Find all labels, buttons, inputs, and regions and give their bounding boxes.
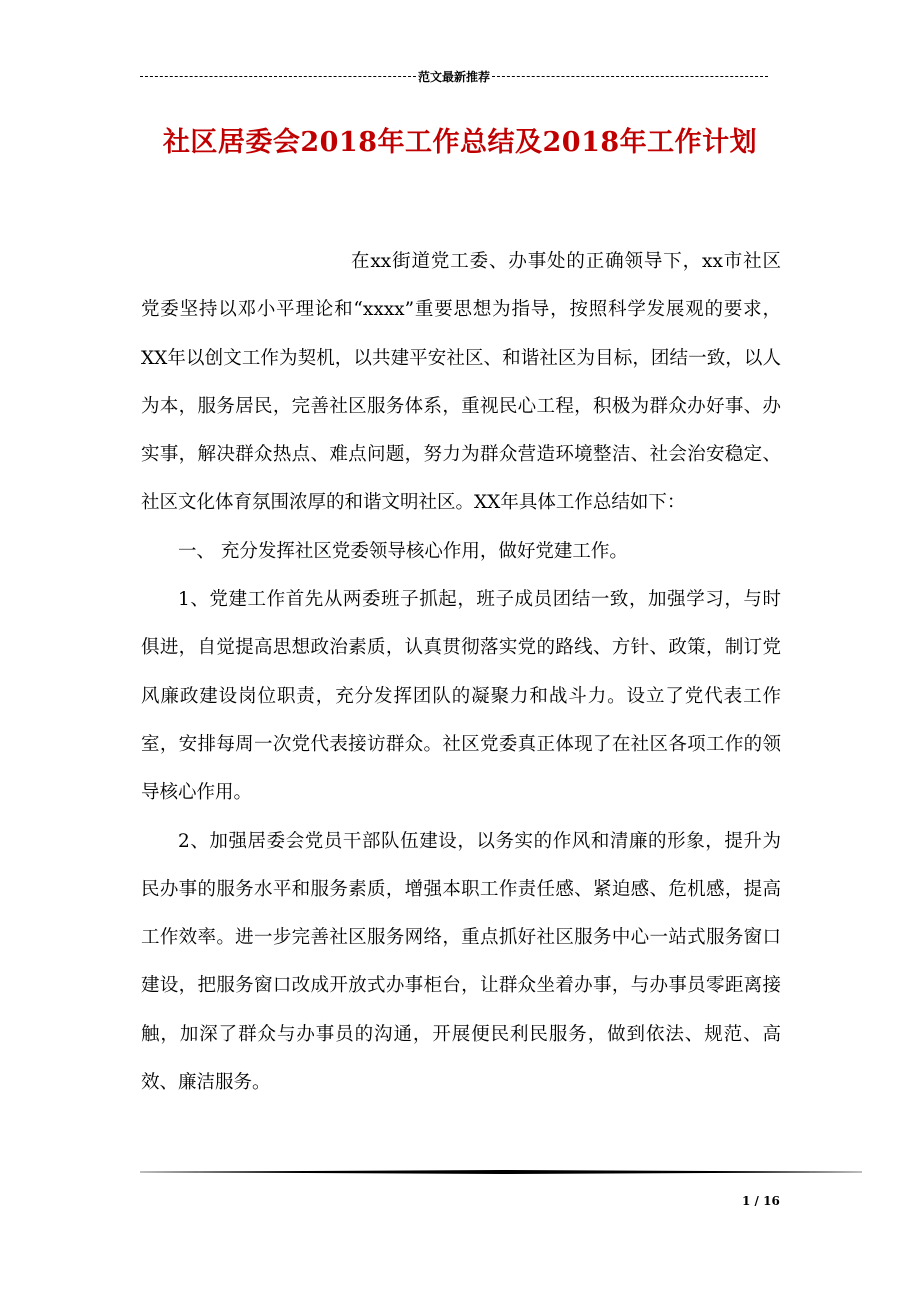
page-header: [140, 68, 768, 85]
header-dash-right: [492, 76, 768, 77]
paragraph-item-1: 1、党建工作首先从两委班子抓起，班子成员团结一致，加强学习，与时俱进，自觉提高思想政治素质，认真贯彻落实党的路线、方针、政策，制订党风廉政建设岗位职责，充分发挥团队的凝聚力和战斗力。设立了党代表工作室，安排每周一次党代表接访群众。社区党委真正体现了在社区各项工作的领导核心作用。: [141, 589, 781, 804]
footer-rule: [140, 1170, 862, 1174]
document-title: 社区居委会2018年工作总结及2018年工作计划: [162, 127, 758, 158]
document-body: [141, 238, 781, 1107]
paragraph-intro: 在xx街道党工委、办事处的正确领导下，xx市社区党委坚持以邓小平理论和“xxxx”重要思想为指导，按照科学发展观的要求，XX年以创文工作为契机，以共建平安社区、和谐社区为目标，团结一致，以人为本，服务居民，完善社区服务体系，重视民心工程，积极为群众办好事、办实事，解决群众热点、难点问题，努力为群众营造环境整洁、社会治安稳定、社区文化体育氛围浓厚的和谐文明社区。XX年具体工作总结如下：: [141, 251, 781, 514]
header-text: 范文最新推荐: [418, 70, 491, 84]
paragraph-item-2: 2、加强居委会党员干部队伍建设，以务实的作风和清廉的形象，提升为民办事的服务水平和服务素质，增强本职工作责任感、紧迫感、危机感，提高工作效率。进一步完善社区服务网络，重点抓好社区服务中心一站式服务窗口建设，把服务窗口改成开放式办事柜台，让群众坐着办事，与办事员零距离接触，加深了群众与办事员的沟通，开展便民利民服务，做到依法、规范、高效、廉洁服务。: [141, 830, 781, 1094]
header-dash-left: [140, 76, 416, 77]
page-number: 1 / 16: [742, 1194, 780, 1208]
section-heading-1: 一、 充分发挥社区党委领导核心作用，做好党建工作。: [178, 540, 628, 562]
